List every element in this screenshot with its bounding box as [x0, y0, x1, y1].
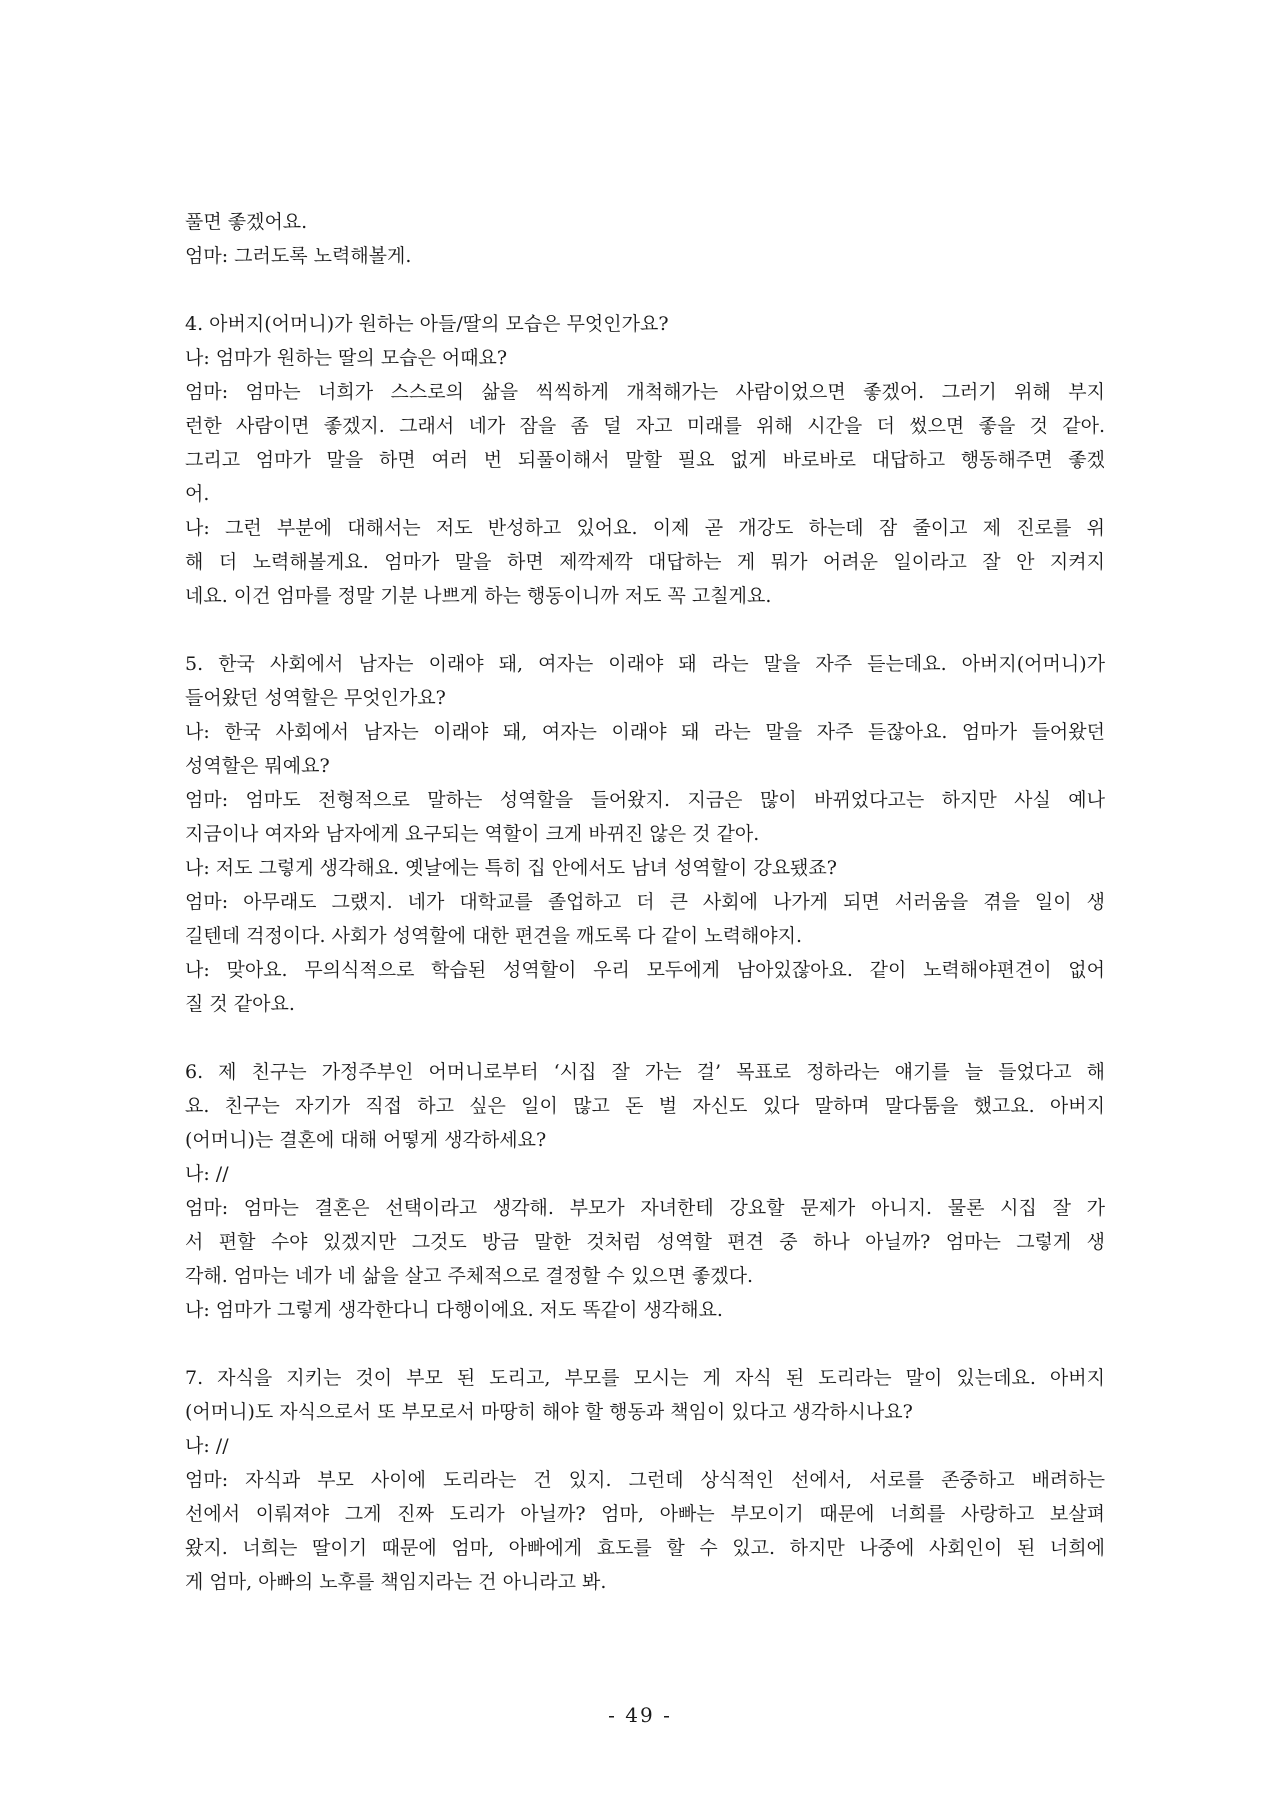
text-line: 런한 사람이면 좋겠지. 그래서 네가 잠을 좀 덜 자고 미래를 위해 시간을 더 썼으면 좋을 것 같아.: [185, 415, 1105, 437]
text-line: 서 편할 수야 있겠지만 그것도 방금 말한 것처럼 성역할 편견 중 하나 아닐까? 엄마는 그렇게 생: [185, 1231, 1105, 1253]
text-line: 엄마: 그러도록 노력해볼게.: [185, 245, 412, 267]
text-line: 어.: [185, 483, 210, 505]
paragraph-spacer: [185, 613, 1105, 647]
text-line: 게 엄마, 아빠의 노후를 책임지라는 건 아니라고 봐.: [185, 1571, 607, 1593]
text-line: 6. 제 친구는 가정주부인 어머니로부터 ‘시집 잘 가는 걸’ 목표로 정하라는 얘기를 늘 들었다고 해: [185, 1061, 1105, 1083]
text-line: 엄마: 엄마는 너희가 스스로의 삶을 씩씩하게 개척해가는 사람이었으면 좋겠어. 그러기 위해 부지: [185, 381, 1105, 403]
text-line: 엄마: 자식과 부모 사이에 도리라는 건 있지. 그런데 상식적인 선에서, 서로를 존중하고 배려하는: [185, 1469, 1105, 1491]
text-line: 요. 친구는 자기가 직접 하고 싶은 일이 많고 돈 벌 자신도 있다 말하며 말다툼을 했고요. 아버지: [185, 1095, 1105, 1117]
text-line: 나: 엄마가 원하는 딸의 모습은 어때요?: [185, 347, 508, 369]
text-line: 엄마: 아무래도 그랬지. 네가 대학교를 졸업하고 더 큰 사회에 나가게 되면 서러움을 겪을 일이 생: [185, 891, 1105, 913]
text-line: 엄마: 엄마도 전형적으로 말하는 성역할을 들어왔지. 지금은 많이 바뀌었다고는 하지만 사실 예나: [185, 789, 1105, 811]
text-line: 왔지. 너희는 딸이기 때문에 엄마, 아빠에게 효도를 할 수 있고. 하지만 나중에 사회인이 된 너희에: [185, 1537, 1105, 1559]
text-line: 지금이나 여자와 남자에게 요구되는 역할이 크게 바뀌진 않은 것 같아.: [185, 823, 760, 845]
text-line: 길텐데 걱정이다. 사회가 성역할에 대한 편견을 깨도록 다 같이 노력해야지.: [185, 925, 803, 947]
text-line: 선에서 이뤄져야 그게 진짜 도리가 아닐까? 엄마, 아빠는 부모이기 때문에 너희를 사랑하고 보살펴: [185, 1503, 1105, 1525]
text-line: 각해. 엄마는 네가 네 삶을 살고 주체적으로 결정할 수 있으면 좋겠다.: [185, 1265, 754, 1287]
text-line: 질 것 같아요.: [185, 993, 295, 1015]
text-line: 나: 그런 부분에 대해서는 저도 반성하고 있어요. 이제 곧 개강도 하는데 잠 줄이고 제 진로를 위: [185, 517, 1105, 539]
text-line: 풀면 좋겠어요.: [185, 211, 308, 233]
paragraph-spacer: [185, 273, 1105, 307]
text-line: 나: 맞아요. 무의식적으로 학습된 성역할이 우리 모두에게 남아있잖아요. 같이 노력해야편견이 없어: [185, 959, 1105, 981]
text-line: 나: 엄마가 그렇게 생각한다니 다행이에요. 저도 똑같이 생각해요.: [185, 1299, 723, 1321]
paragraph-spacer: [185, 1327, 1105, 1361]
text-line: 네요. 이건 엄마를 정말 기분 나쁘게 하는 행동이니까 저도 꼭 고칠게요.: [185, 585, 772, 607]
text-line: (어머니)도 자식으로서 또 부모로서 마땅히 해야 할 행동과 책임이 있다고 생각하시나요?: [185, 1401, 913, 1423]
text-line: 나: 저도 그렇게 생각해요. 옛날에는 특히 집 안에서도 남녀 성역할이 강요됐죠?: [185, 857, 837, 879]
text-line: 나: 한국 사회에서 남자는 이래야 돼, 여자는 이래야 돼 라는 말을 자주 듣잖아요. 엄마가 들어왔던: [185, 721, 1105, 743]
text-line: 7. 자식을 지키는 것이 부모 된 도리고, 부모를 모시는 게 자식 된 도리라는 말이 있는데요. 아버지: [185, 1367, 1105, 1389]
text-line: 나: //: [185, 1435, 229, 1457]
text-line: 성역할은 뭐예요?: [185, 755, 330, 777]
text-line: (어머니)는 결혼에 대해 어떻게 생각하세요?: [185, 1129, 547, 1151]
text-line: 5. 한국 사회에서 남자는 이래야 돼, 여자는 이래야 돼 라는 말을 자주 듣는데요. 아버지(어머니)가: [185, 653, 1105, 675]
document-body: [185, 205, 1105, 1685]
text-line: 들어왔던 성역할은 무엇인가요?: [185, 687, 446, 709]
paragraph-spacer: [185, 1021, 1105, 1055]
text-line: 엄마: 엄마는 결혼은 선택이라고 생각해. 부모가 자녀한테 강요할 문제가 아니지. 물론 시집 잘 가: [185, 1197, 1105, 1219]
text-line: 해 더 노력해볼게요. 엄마가 말을 하면 제깍제깍 대답하는 게 뭐가 어려운 일이라고 잘 안 지켜지: [185, 551, 1105, 573]
text-line: 그리고 엄마가 말을 하면 여러 번 되풀이해서 말할 필요 없게 바로바로 대답하고 행동해주면 좋겠: [185, 449, 1105, 471]
text-line: 나: //: [185, 1163, 229, 1185]
page-number: - 49 -: [608, 1703, 672, 1727]
text-line: 4. 아버지(어머니)가 원하는 아들/딸의 모습은 무엇인가요?: [185, 313, 669, 335]
